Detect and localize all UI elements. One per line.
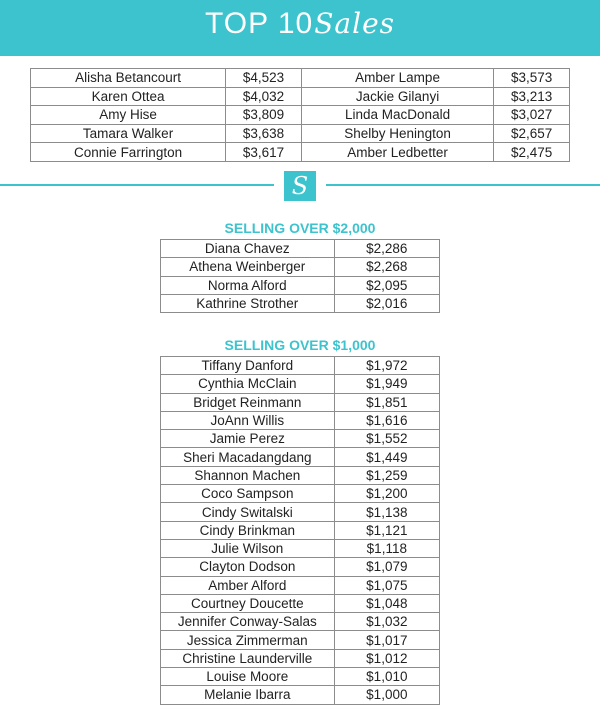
seller-amount: $1,010: [334, 668, 439, 686]
table-row: [161, 485, 440, 503]
seller-amount: $2,095: [334, 276, 439, 294]
seller-name: Diana Chavez: [161, 240, 335, 258]
seller-name: Bridget Reinmann: [161, 393, 335, 411]
seller-amount: $3,027: [494, 106, 570, 125]
seller-name: Norma Alford: [161, 276, 335, 294]
seller-name: Sheri Macadangdang: [161, 448, 335, 466]
seller-amount: $4,032: [226, 87, 302, 106]
seller-amount: $1,000: [334, 686, 439, 704]
table-row: [161, 631, 440, 649]
seller-name: Amber Ledbetter: [301, 143, 493, 162]
seller-amount: $3,617: [226, 143, 302, 162]
divider-left: [0, 184, 274, 186]
seller-name: Shannon Machen: [161, 466, 335, 484]
seller-name: Coco Sampson: [161, 485, 335, 503]
table-row: [161, 686, 440, 704]
seller-name: Amy Hise: [31, 106, 226, 125]
table-row: [161, 613, 440, 631]
over1000-title: SELLING OVER $1,000: [224, 337, 376, 353]
table-row: [161, 430, 440, 448]
table-row: [31, 69, 570, 88]
seller-amount: $3,213: [494, 87, 570, 106]
table-row: [161, 539, 440, 557]
seller-amount: $1,851: [334, 393, 439, 411]
table-row: [31, 106, 570, 125]
seller-name: Linda MacDonald: [301, 106, 493, 125]
seller-amount: $1,259: [334, 466, 439, 484]
table-row: [161, 466, 440, 484]
over2000-table: [160, 239, 440, 313]
table-row: [31, 124, 570, 143]
top10-table: [30, 68, 570, 162]
seller-amount: $2,475: [494, 143, 570, 162]
seller-name: Clayton Dodson: [161, 558, 335, 576]
seller-name: Cynthia McClain: [161, 375, 335, 393]
seller-name: Jessica Zimmerman: [161, 631, 335, 649]
seller-amount: $3,638: [226, 124, 302, 143]
seller-name: Kathrine Strother: [161, 294, 335, 312]
seller-amount: $1,121: [334, 521, 439, 539]
seller-amount: $2,016: [334, 294, 439, 312]
seller-name: Shelby Henington: [301, 124, 493, 143]
seller-name: Tamara Walker: [31, 124, 226, 143]
seller-amount: $1,949: [334, 375, 439, 393]
logo-mark: [284, 171, 316, 201]
seller-amount: $1,079: [334, 558, 439, 576]
divider-right: [326, 184, 600, 186]
seller-amount: $1,616: [334, 411, 439, 429]
table-row: [161, 668, 440, 686]
seller-amount: $1,012: [334, 649, 439, 667]
seller-name: Athena Weinberger: [161, 258, 335, 276]
table-row: [161, 594, 440, 612]
seller-name: Jamie Perez: [161, 430, 335, 448]
title-script: Sales: [314, 7, 396, 40]
seller-amount: $3,809: [226, 106, 302, 125]
seller-name: Louise Moore: [161, 668, 335, 686]
seller-name: Alisha Betancourt: [31, 69, 226, 88]
seller-amount: $1,118: [334, 539, 439, 557]
table-row: [161, 503, 440, 521]
seller-name: Cindy Switalski: [161, 503, 335, 521]
seller-name: Courtney Doucette: [161, 594, 335, 612]
table-row: [31, 87, 570, 106]
table-row: [161, 448, 440, 466]
seller-amount: $2,268: [334, 258, 439, 276]
seller-name: Cindy Brinkman: [161, 521, 335, 539]
table-row: [161, 393, 440, 411]
table-row: [161, 276, 440, 294]
table-row: [161, 357, 440, 375]
table-row: [31, 143, 570, 162]
table-row: [161, 375, 440, 393]
table-row: [161, 240, 440, 258]
table-row: [161, 649, 440, 667]
title-prefix: TOP 10: [204, 7, 314, 40]
table-row: [161, 294, 440, 312]
seller-name: Amber Alford: [161, 576, 335, 594]
seller-amount: $1,017: [334, 631, 439, 649]
seller-amount: $1,200: [334, 485, 439, 503]
logo-glyph: S: [291, 172, 309, 200]
seller-name: Jennifer Conway-Salas: [161, 613, 335, 631]
seller-name: Melanie Ibarra: [161, 686, 335, 704]
seller-name: Christine Launderville: [161, 649, 335, 667]
seller-amount: $2,657: [494, 124, 570, 143]
seller-name: Julie Wilson: [161, 539, 335, 557]
seller-amount: $1,449: [334, 448, 439, 466]
seller-amount: $1,552: [334, 430, 439, 448]
table-row: [161, 558, 440, 576]
seller-amount: $2,286: [334, 240, 439, 258]
seller-amount: $1,032: [334, 613, 439, 631]
seller-amount: $1,972: [334, 357, 439, 375]
over1000-table: [160, 356, 440, 705]
seller-name: Amber Lampe: [301, 69, 493, 88]
over2000-title: SELLING OVER $2,000: [224, 220, 376, 236]
seller-name: Jackie Gilanyi: [301, 87, 493, 106]
seller-amount: $3,573: [494, 69, 570, 88]
seller-amount: $4,523: [226, 69, 302, 88]
seller-amount: $1,138: [334, 503, 439, 521]
page-title: [0, 7, 600, 41]
table-row: [161, 521, 440, 539]
seller-amount: $1,075: [334, 576, 439, 594]
seller-name: Connie Farrington: [31, 143, 226, 162]
table-row: [161, 258, 440, 276]
seller-name: Tiffany Danford: [161, 357, 335, 375]
table-row: [161, 411, 440, 429]
seller-name: JoAnn Willis: [161, 411, 335, 429]
seller-amount: $1,048: [334, 594, 439, 612]
table-row: [161, 576, 440, 594]
seller-name: Karen Ottea: [31, 87, 226, 106]
header-banner: [0, 0, 600, 56]
